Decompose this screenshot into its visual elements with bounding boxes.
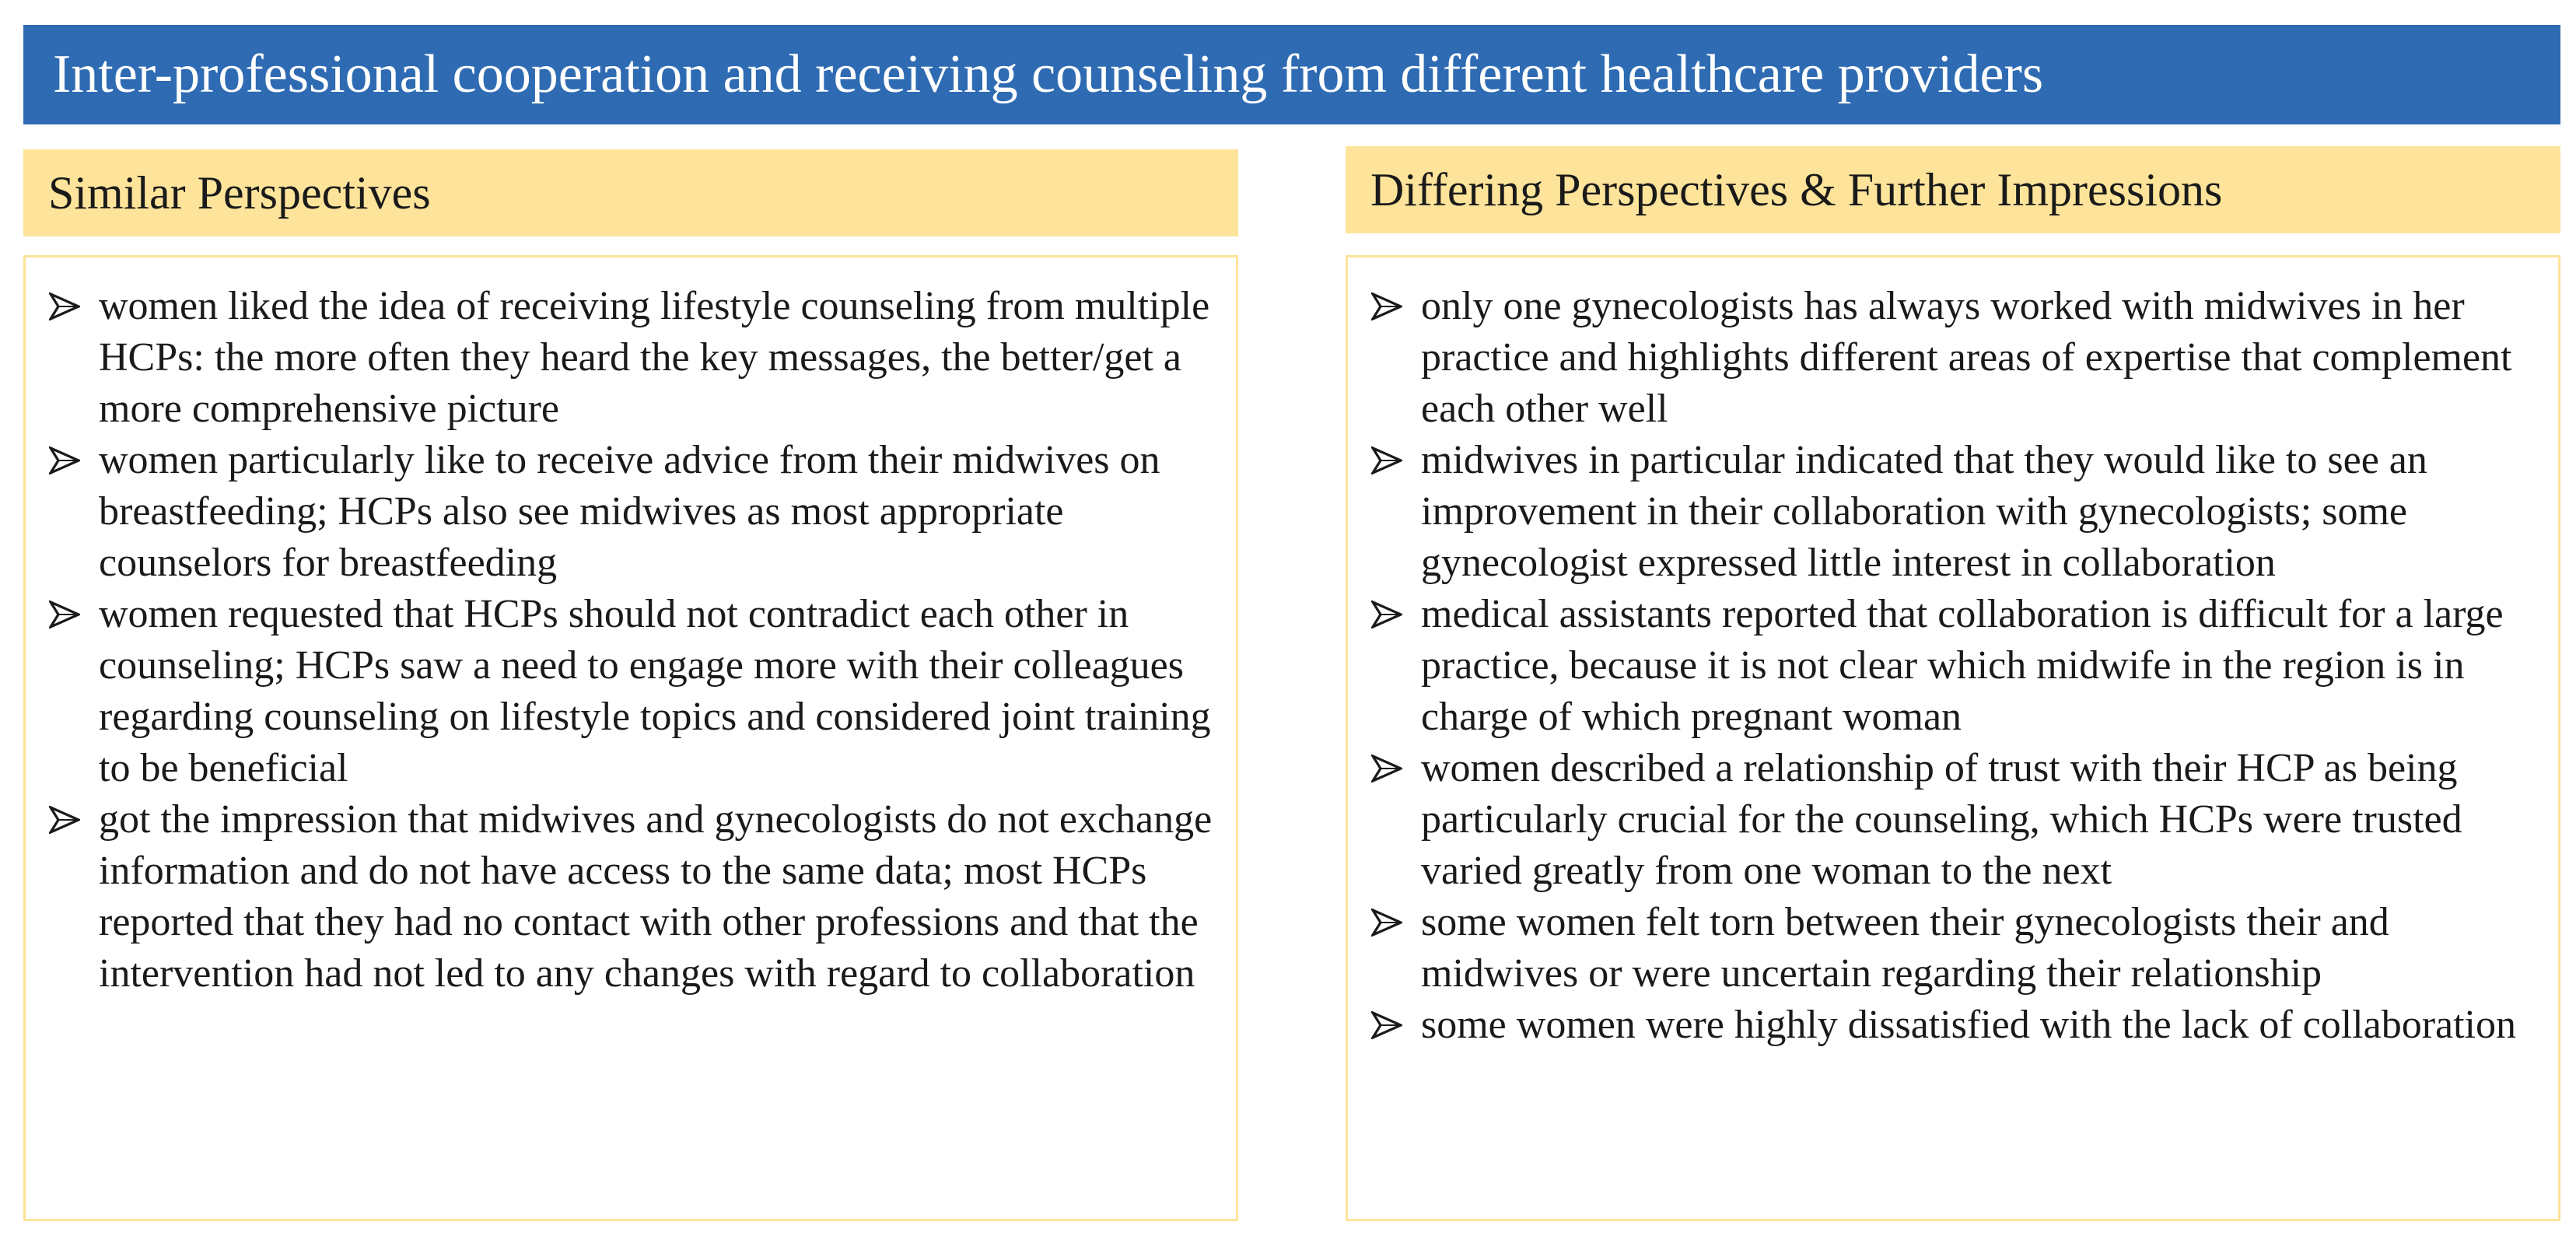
- arrowhead-bullet-icon: [49, 589, 88, 640]
- list-item-text: got the impression that midwives and gynecologists do not exchange information and do not have access to the same data; most HCPs reported that they had no contact with other professions and that the intervention had not led to any changes with regard to collaboration: [99, 797, 1213, 996]
- arrowhead-bullet-icon: [49, 794, 88, 846]
- list-item-text: women particularly like to receive advice from their midwives on breastfeeding; HCPs also see midwives as most appropriate counselors for breastfeeding: [99, 438, 1160, 585]
- similar-perspectives-list: [49, 281, 1220, 1000]
- arrowhead-bullet-icon: [49, 281, 88, 332]
- list-item: [1371, 435, 2543, 589]
- arrowhead-bullet-icon: [1371, 897, 1410, 948]
- differing-perspectives-header: [1346, 146, 2560, 233]
- list-item: [1371, 897, 2543, 1000]
- arrowhead-bullet-icon: [1371, 281, 1410, 332]
- arrowhead-bullet-icon: [1371, 1000, 1410, 1051]
- arrowhead-bullet-icon: [49, 435, 88, 486]
- title-bar: [23, 25, 2560, 124]
- arrowhead-bullet-icon: [1371, 743, 1410, 794]
- list-item-text: women requested that HCPs should not contradict each other in counseling; HCPs saw a need to engage more with their colleagues regarding counseling on lifestyle topics and considered joint training to be beneficial: [99, 592, 1211, 790]
- arrowhead-bullet-icon: [1371, 435, 1410, 486]
- diagram-title: Inter-professional cooperation and receiving counseling from different healthcare providers: [53, 44, 2044, 104]
- list-item-text: women described a relationship of trust with their HCP as being particularly crucial for the counseling, which HCPs were trusted varied greatly from one woman to the next: [1421, 746, 2462, 893]
- list-item: [49, 435, 1220, 589]
- differing-perspectives-header-text: Differing Perspectives & Further Impressions: [1370, 164, 2223, 215]
- arrowhead-bullet-icon: [1371, 589, 1410, 640]
- list-item-text: some women were highly dissatisfied with the lack of collaboration: [1421, 1003, 2516, 1047]
- list-item-text: women liked the idea of receiving lifestyle counseling from multiple HCPs: the more often they heard the key messages, the better/get a more comprehensive picture: [99, 284, 1210, 431]
- list-item: [1371, 1000, 2543, 1051]
- list-item: [49, 589, 1220, 794]
- list-item-text: medical assistants reported that collaboration is difficult for a large practice, because it is not clear which midwife in the region is in charge of which pregnant woman: [1421, 592, 2504, 739]
- list-item: [49, 281, 1220, 435]
- list-item: [1371, 281, 2543, 435]
- similar-perspectives-header-text: Similar Perspectives: [48, 167, 431, 219]
- differing-perspectives-list: [1371, 281, 2543, 1051]
- list-item-text: only one gynecologists has always worked with midwives in her practice and highlights different areas of expertise that complement each other well: [1421, 284, 2512, 431]
- similar-perspectives-header: [23, 149, 1238, 236]
- list-item: [49, 794, 1220, 1000]
- list-item-text: some women felt torn between their gynecologists their and midwives or were uncertain regarding their relationship: [1421, 900, 2389, 996]
- differing-perspectives-box: [1346, 255, 2560, 1221]
- list-item: [1371, 743, 2543, 897]
- list-item-text: midwives in particular indicated that they would like to see an improvement in their collaboration with gynecologists; some gynecologist expressed little interest in collaboration: [1421, 438, 2427, 585]
- list-item: [1371, 589, 2543, 743]
- similar-perspectives-box: [23, 255, 1238, 1221]
